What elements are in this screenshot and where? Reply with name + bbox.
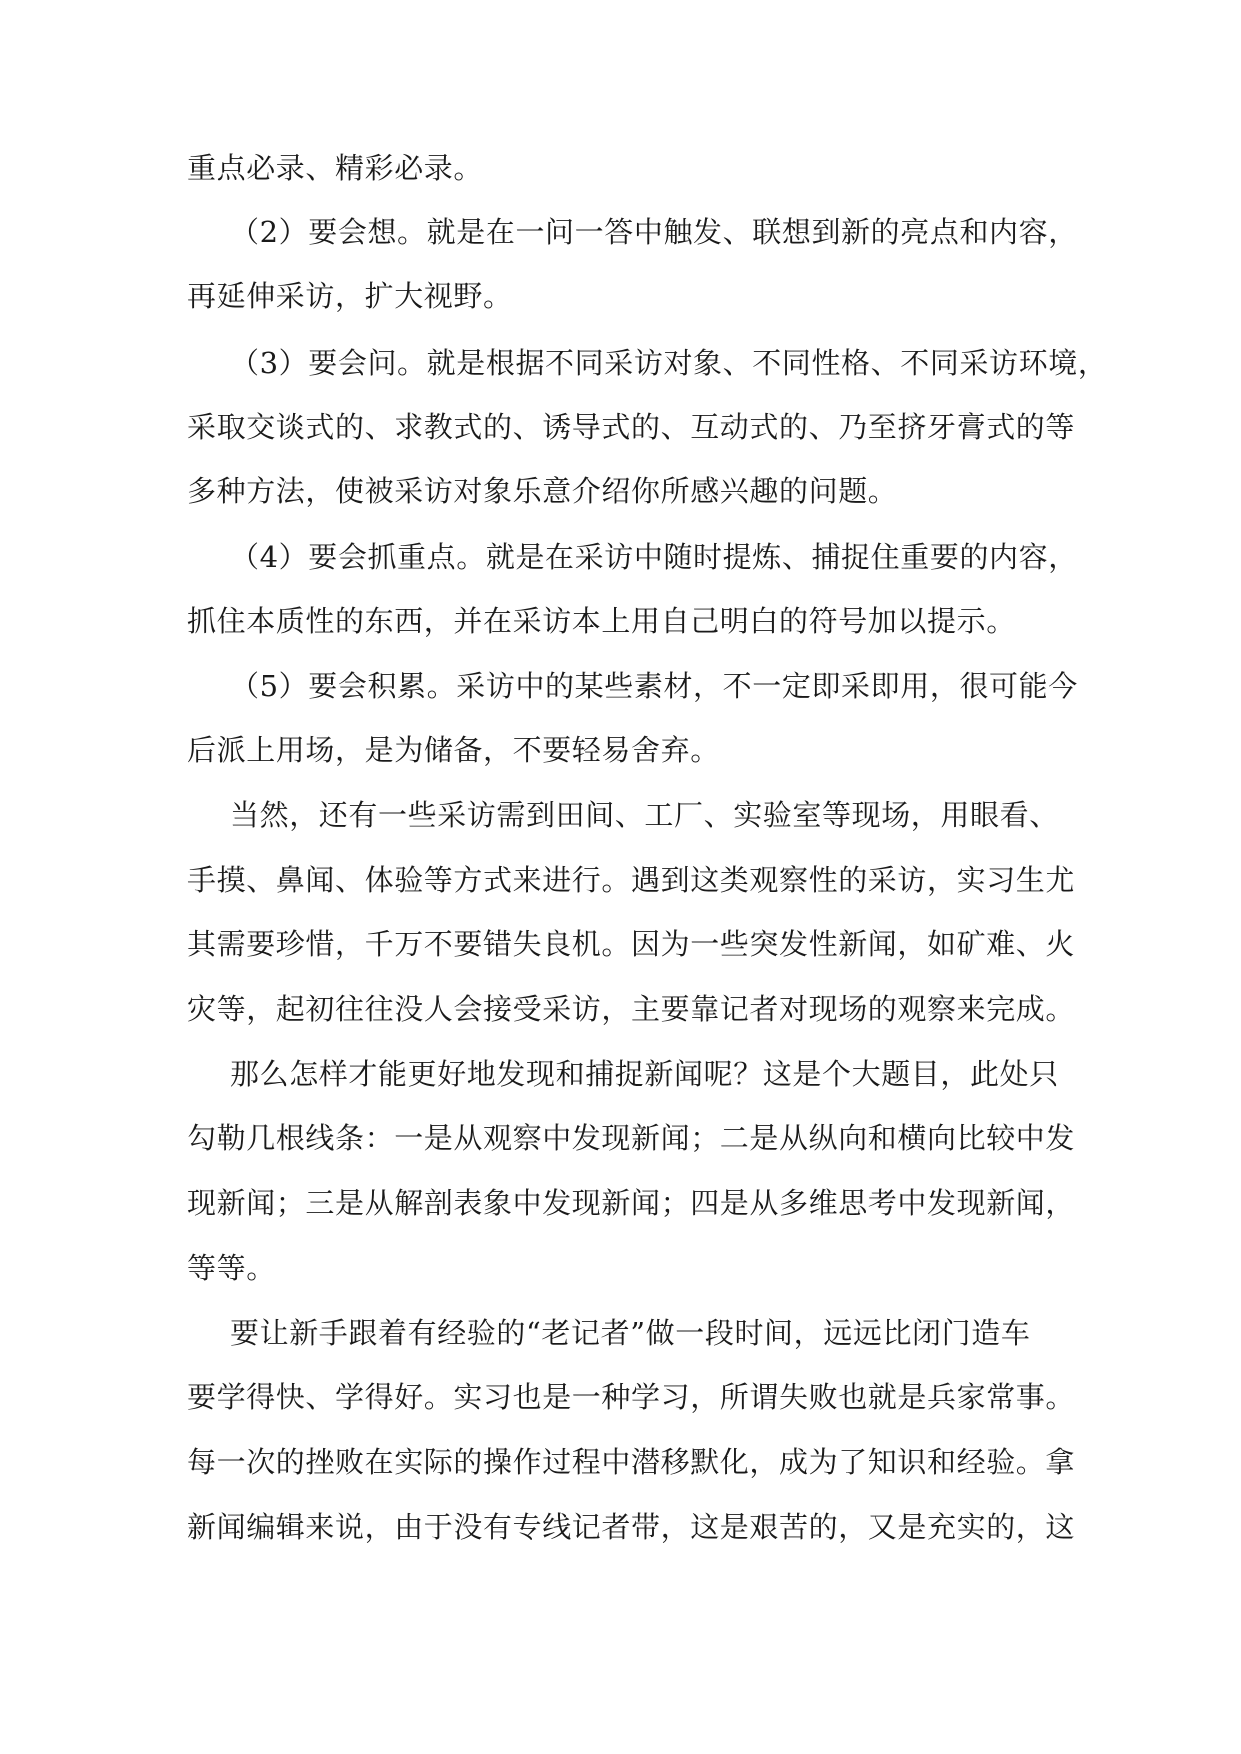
text-line: 采取交谈式的、求教式的、诱导式的、互动式的、乃至挤牙膏式的等 xyxy=(187,410,1076,444)
text-line: 其需要珍惜，千万不要错失良机。因为一些突发性新闻，如矿难、火 xyxy=(187,927,1076,961)
text-line: 每一次的挫败在实际的操作过程中潜移默化，成为了知识和经验。拿 xyxy=(187,1445,1076,1479)
text-line: 后派上用场，是为储备，不要轻易舍弃。 xyxy=(187,733,720,767)
text-line: 现新闻；三是从解剖表象中发现新闻；四是从多维思考中发现新闻， xyxy=(187,1186,1076,1220)
text-line: 灾等，起初往往没人会接受采访，主要靠记者对现场的观察来完成。 xyxy=(187,992,1076,1026)
text-line: 新闻编辑来说，由于没有专线记者带，这是艰苦的，又是充实的，这 xyxy=(187,1510,1076,1544)
text-line: 再延伸采访，扩大视野。 xyxy=(187,279,513,313)
text-line: （3）要会问。就是根据不同采访对象、不同性格、不同采访环境， xyxy=(230,346,1108,380)
text-line: 要让新手跟着有经验的“老记者”做一段时间，远远比闭门造车 xyxy=(230,1316,1031,1350)
text-line: 重点必录、精彩必录。 xyxy=(187,151,484,185)
text-line: 抓住本质性的东西，并在采访本上用自己明白的符号加以提示。 xyxy=(187,604,1016,638)
text-line: （5）要会积累。采访中的某些素材，不一定即采即用，很可能今 xyxy=(230,669,1078,703)
text-line: 要学得快、学得好。实习也是一种学习，所谓失败也就是兵家常事。 xyxy=(187,1380,1076,1414)
text-line: 手摸、鼻闻、体验等方式来进行。遇到这类观察性的采访，实习生尤 xyxy=(187,863,1076,897)
text-line: 当然，还有一些采访需到田间、工厂、实验室等现场，用眼看、 xyxy=(230,798,1059,832)
text-line: 那么怎样才能更好地发现和捕捉新闻呢？这是个大题目，此处只 xyxy=(230,1057,1059,1091)
text-line: （2）要会想。就是在一问一答中触发、联想到新的亮点和内容， xyxy=(230,215,1078,249)
text-line: 勾勒几根线条：一是从观察中发现新闻；二是从纵向和横向比较中发 xyxy=(187,1121,1076,1155)
text-line: 多种方法，使被采访对象乐意介绍你所感兴趣的问题。 xyxy=(187,474,898,508)
text-line: 等等。 xyxy=(187,1251,276,1285)
text-line: （4）要会抓重点。就是在采访中随时提炼、捕捉住重要的内容， xyxy=(230,540,1078,574)
